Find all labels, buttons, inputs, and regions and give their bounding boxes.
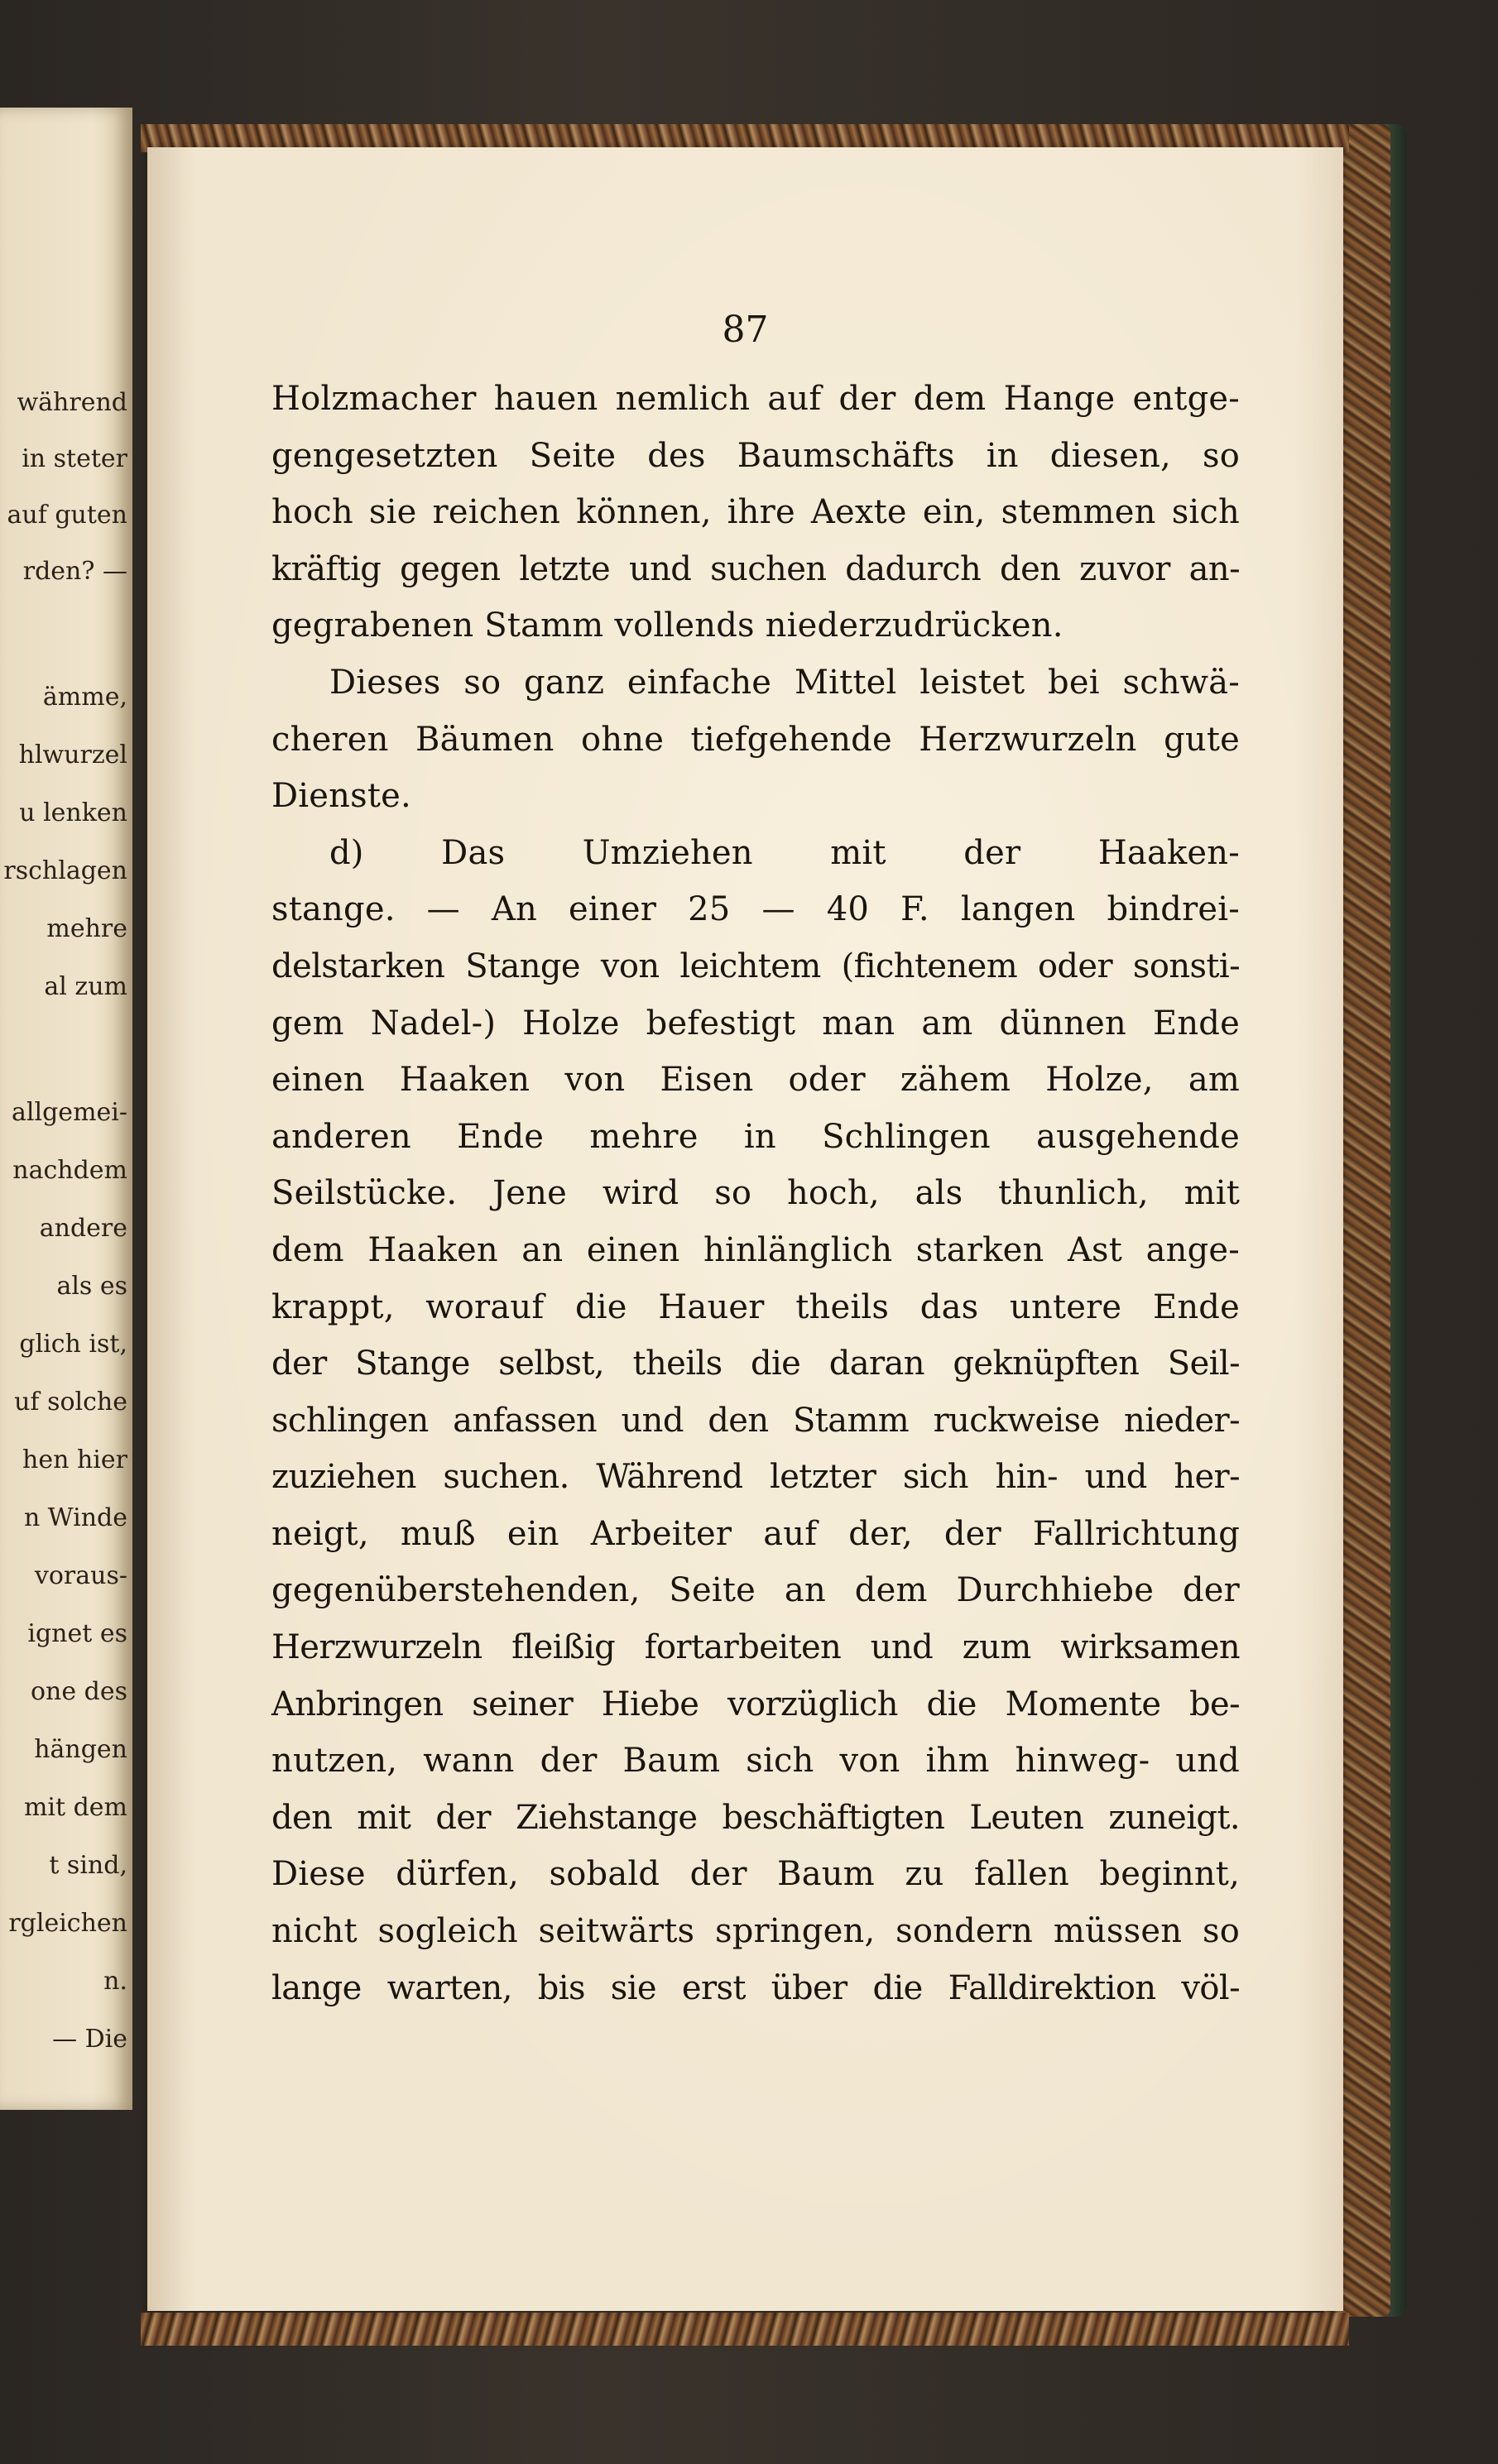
page-number: 87 (722, 309, 769, 351)
text-line: d) Das Umziehen mit der Haaken- (329, 833, 1240, 872)
left-page-line: al zum (44, 973, 127, 1001)
text-line: lange warten, bis sie erst über die Falldirektion völ- (271, 1968, 1240, 2007)
left-page-line: hen hier (22, 1446, 127, 1474)
text-line: kräftig gegen letzte und suchen dadurch den zuvor an- (271, 549, 1240, 588)
page-text-body (271, 371, 1240, 2016)
left-page-line: mit dem (23, 1794, 127, 1822)
text-line: anderen Ende mehre in Schlingen ausgehende (271, 1117, 1240, 1156)
left-page-line: ämme, (42, 683, 127, 712)
text-line: Herzwurzeln fleißig fortarbeiten und zum wirksamen (271, 1628, 1240, 1667)
text-line: Diese dürfen, sobald der Baum zu fallen beginnt, (271, 1855, 1240, 1894)
text-line: der Stange selbst, theils die daran geknüpften Seil- (271, 1345, 1240, 1383)
text-line: nutzen, wann der Baum sich von ihm hinweg- und (271, 1742, 1240, 1781)
text-line: zuziehen suchen. Während letzter sich hin- und her- (271, 1458, 1240, 1497)
left-page-line: in steter (22, 445, 127, 473)
text-line: Dienste. (271, 777, 411, 816)
text-line: Anbringen seiner Hiebe vorzüglich die Momente be- (271, 1685, 1240, 1723)
left-page-line: hängen (34, 1736, 127, 1764)
left-page-line: mehre (46, 915, 127, 943)
left-page-line: während (17, 389, 127, 417)
text-line: neigt, muß ein Arbeiter auf der, der Fallrichtung (271, 1514, 1240, 1553)
text-line: Dieses so ganz einfache Mittel leistet bei schwä- (329, 663, 1240, 702)
text-line: nicht sogleich seitwärts springen, sondern müssen so (271, 1912, 1240, 1951)
left-page-line: one des (30, 1678, 127, 1706)
text-line: den mit der Ziehstange beschäftigten Leuten zuneigt. (271, 1798, 1240, 1837)
text-line: hoch sie reichen können, ihre Aexte ein, stemmen sich (271, 493, 1240, 532)
left-page-line: t sind, (49, 1852, 127, 1880)
left-facing-page (0, 108, 132, 2110)
left-page-line: n. (103, 1968, 127, 1996)
left-page-line: auf guten (7, 501, 127, 530)
text-line: gem Nadel-) Holze befestigt man am dünnen Ende (271, 1004, 1240, 1043)
text-line: gegenüberstehenden, Seite an dem Durchhiebe der (271, 1571, 1240, 1610)
left-page-line: hlwurzel (18, 741, 127, 769)
text-line: delstarken Stange von leichtem (fichtenem oder sonsti- (271, 947, 1240, 985)
left-page-line: — Die (52, 2025, 127, 2054)
text-line: schlingen anfassen und den Stamm ruckweise nieder- (271, 1401, 1240, 1440)
left-page-line: rden? — (22, 558, 127, 586)
text-line: einen Haaken von Eisen oder zähem Holze, am (271, 1061, 1240, 1100)
left-page-line: u lenken (19, 799, 127, 827)
text-line: stange. — An einer 25 — 40 F. langen bindrei- (271, 890, 1240, 929)
left-page-line: uf solche (14, 1388, 127, 1417)
left-page-line: voraus- (34, 1562, 127, 1590)
text-line: cheren Bäumen ohne tiefgehende Herzwurzeln gute (271, 720, 1240, 759)
left-page-line: rgleichen (8, 1910, 127, 1938)
text-line: Holzmacher hauen nemlich auf der dem Hange entge- (271, 380, 1240, 418)
left-page-line: n Winde (23, 1504, 127, 1532)
book-page (147, 147, 1343, 2311)
text-line: krappt, worauf die Hauer theils das untere Ende (271, 1287, 1240, 1326)
text-line: Seilstücke. Jene wird so hoch, als thunlich, mit (271, 1174, 1240, 1213)
left-page-line: rschlagen (3, 857, 127, 885)
left-page-line: glich ist, (19, 1330, 127, 1359)
text-line: gengesetzten Seite des Baumschäfts in diesen, so (271, 436, 1240, 475)
text-line: dem Haaken an einen hinlänglich starken Ast ange- (271, 1230, 1240, 1269)
left-page-line: andere (39, 1215, 127, 1243)
text-line: gegrabenen Stamm vollends niederzudrücken. (271, 606, 1063, 645)
marbled-edge-bottom (141, 2313, 1349, 2346)
left-page-line: als es (56, 1273, 127, 1301)
left-page-line: ignet es (27, 1620, 127, 1648)
left-page-line: nachdem (12, 1157, 127, 1185)
left-page-line: allgemei- (12, 1099, 127, 1127)
